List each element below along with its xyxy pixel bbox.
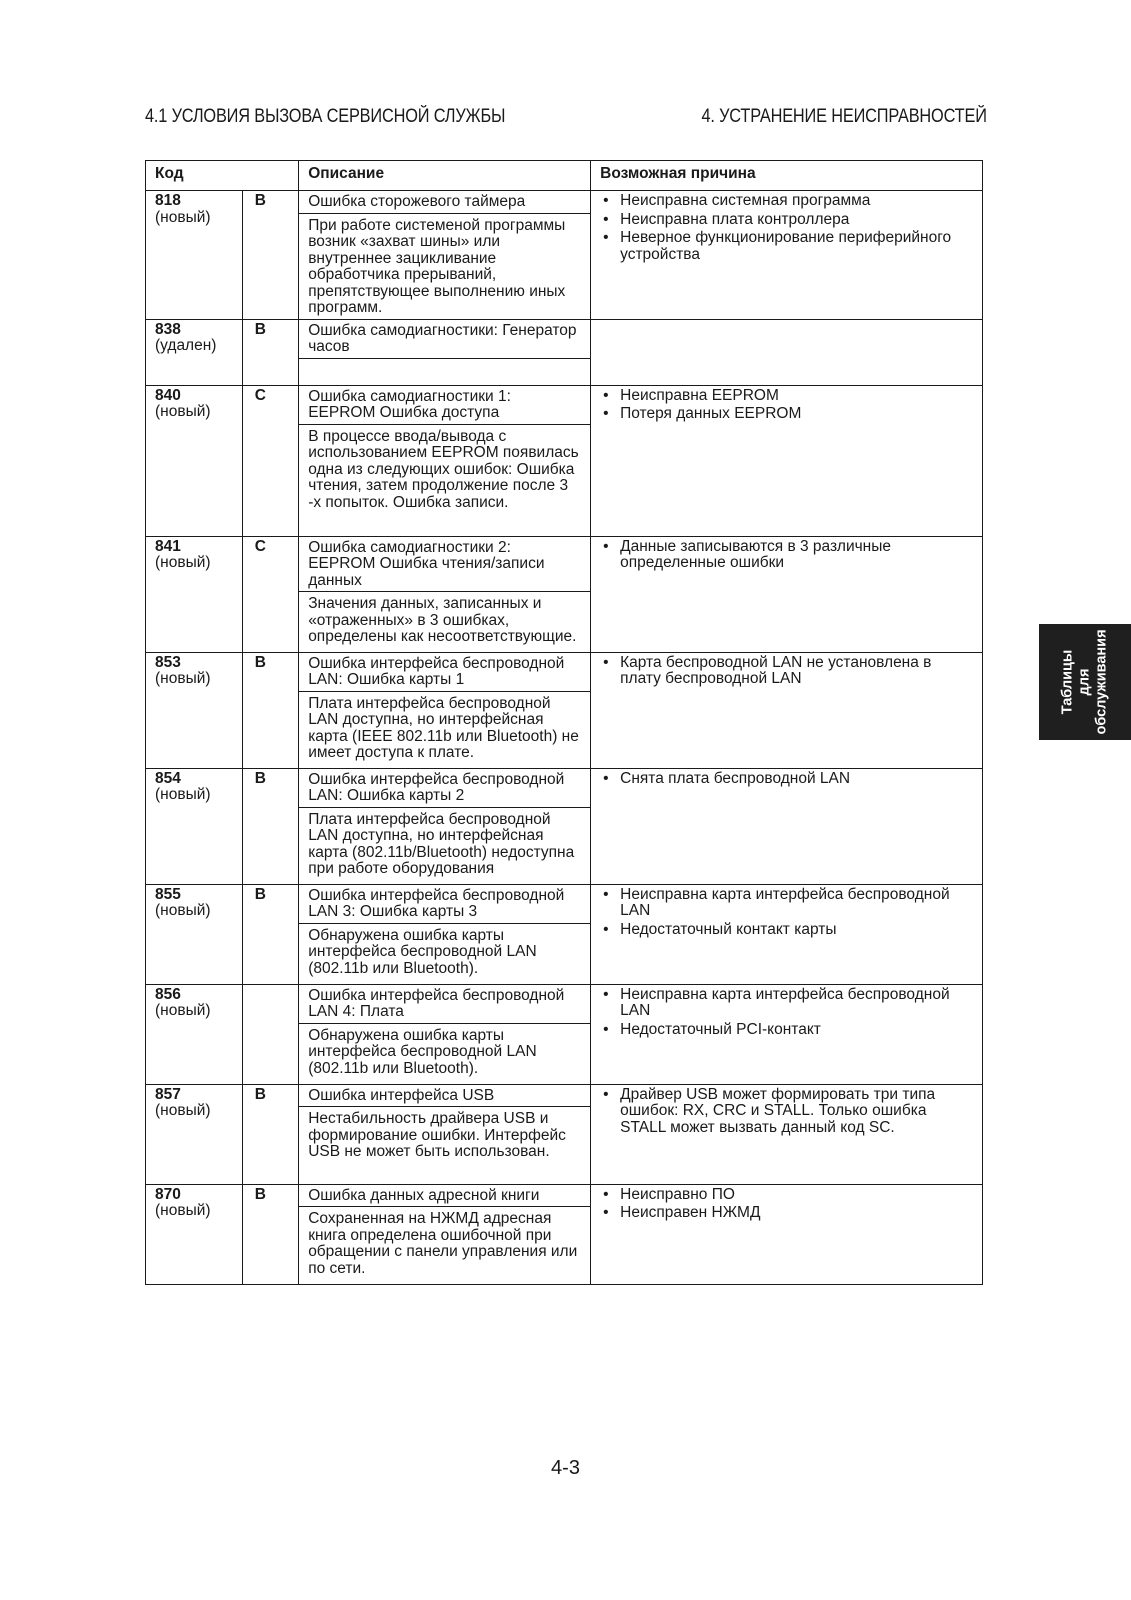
- cause-list-item: • Неисправна карта интерфейса беспроводной LAN: [600, 987, 974, 1020]
- sc-code-status: (новый): [155, 786, 211, 803]
- sc-cause-cell: [591, 768, 983, 884]
- cause-list: [600, 1087, 974, 1137]
- sc-description-detail: Сохраненная на НЖМД адресная книга определена ошибочной при обращении с панели управления или по сети.: [308, 1210, 578, 1277]
- cause-list-item: • Снята плата беспроводной LAN: [600, 771, 974, 788]
- sc-description-cell: [299, 191, 591, 320]
- page-number: 4-3: [551, 1457, 580, 1479]
- sc-description-title: Ошибка интерфейса беспроводной LAN: Ошибка карты 1: [299, 653, 590, 692]
- cause-list: [600, 987, 974, 1039]
- sc-level-cell: B: [242, 768, 299, 884]
- sc-level-cell: [242, 984, 299, 1084]
- side-tab-line: Таблицы: [1059, 649, 1076, 715]
- cause-list-item: • Недостаточный PCI-контакт: [600, 1022, 974, 1039]
- sc-code-number: 853: [155, 653, 181, 671]
- cause-list-item: • Драйвер USB может формировать три типа ошибок: RX, CRC и STALL. Только ошибка STALL может вызвать данный код SC.: [600, 1087, 974, 1137]
- table-header-row: [146, 161, 983, 191]
- table-row: [146, 319, 983, 385]
- sc-cause-cell: [591, 884, 983, 984]
- sc-description-detail: Обнаружена ошибка карты интерфейса беспроводной LAN (802.11b или Bluetooth).: [308, 1026, 537, 1077]
- sc-code-number: 841: [155, 537, 181, 555]
- table-row: [146, 884, 983, 984]
- side-tab-line: обслуживания: [1093, 629, 1110, 735]
- sc-cause-cell: [591, 652, 983, 768]
- sc-code-status: (новый): [155, 208, 211, 226]
- cause-list: [600, 771, 974, 788]
- table-row: [146, 984, 983, 1084]
- sc-description-cell: [299, 652, 591, 768]
- sc-level-cell: C: [242, 536, 299, 652]
- sc-description-cell: [299, 884, 591, 984]
- running-header-chapter: 4. УСТРАНЕНИЕ НЕИСПРАВНОСТЕЙ: [701, 106, 987, 127]
- sc-description-title: Ошибка интерфейса беспроводной LAN 3: Ошибка карты 3: [299, 885, 590, 924]
- cause-list-item: • Неисправна карта интерфейса беспроводной LAN: [600, 887, 974, 920]
- cause-list-item: • Неисправна плата контроллера: [600, 212, 974, 229]
- running-header-section: 4.1 УСЛОВИЯ ВЫЗОВА СЕРВИСНОЙ СЛУЖБЫ: [145, 106, 506, 127]
- sc-code-cell: [146, 884, 243, 984]
- service-call-table: [145, 160, 983, 1285]
- sc-code-cell: [146, 652, 243, 768]
- sc-description-cell: [299, 984, 591, 1084]
- sc-description-detail: При работе системеной программы возник «захват шины» или внутреннее зацикливание обработчика прерываний, препятствующее выполнению иных программ.: [308, 216, 566, 316]
- sc-description-detail: В процессе ввода/вывода с использованием EEPROM появилась одна из следующих ошибок: Ошибка чтения, затем продолжение после 3 -х попыток. Ошибка записи.: [308, 427, 579, 511]
- column-header-cause: Возможная причина: [591, 161, 983, 191]
- sc-level-cell: B: [242, 1184, 299, 1284]
- sc-code-cell: [146, 984, 243, 1084]
- cause-list-item: • Неисправен НЖМД: [600, 1205, 974, 1222]
- sc-code-status: (удален): [155, 337, 217, 354]
- cause-list-item: • Неисправна EEPROM: [600, 388, 974, 405]
- sc-code-number: 838: [155, 320, 181, 338]
- sc-code-cell: [146, 385, 243, 536]
- sc-code-status: (новый): [155, 902, 211, 919]
- sc-description-detail: Обнаружена ошибка карты интерфейса беспроводной LAN (802.11b или Bluetooth).: [308, 926, 537, 977]
- cause-list: [600, 539, 974, 572]
- sc-code-status: (новый): [155, 554, 211, 571]
- sc-level-cell: B: [242, 191, 299, 320]
- cause-list: [600, 388, 974, 423]
- sc-code-status: (новый): [155, 403, 211, 420]
- sc-code-number: 856: [155, 985, 181, 1003]
- table-row: [146, 1184, 983, 1284]
- column-header-code: Код: [146, 161, 299, 191]
- sc-description-detail: Нестабильность драйвера USB и формирование ошибки. Интерфейс USB не может быть использован.: [308, 1110, 566, 1160]
- sc-description-title: Ошибка самодиагностики 1: EEPROM Ошибка доступа: [299, 386, 590, 425]
- sc-code-number: 855: [155, 885, 181, 903]
- sc-level-cell: B: [242, 884, 299, 984]
- sc-cause-cell: [591, 319, 983, 385]
- sc-cause-cell: [591, 984, 983, 1084]
- sc-code-cell: [146, 1184, 243, 1284]
- cause-list-item: • Данные записываются в 3 различные определенные ошибки: [600, 539, 974, 572]
- cause-list: [600, 655, 974, 688]
- sc-code-number: 840: [155, 386, 181, 404]
- cause-list: [600, 193, 974, 263]
- sc-code-number: 854: [155, 769, 181, 787]
- sc-code-cell: [146, 536, 243, 652]
- sc-description-title: Ошибка данных адресной книги: [299, 1185, 590, 1208]
- sc-code-status: (новый): [155, 1102, 211, 1119]
- sc-description-cell: [299, 385, 591, 536]
- cause-list-item: • Недостаточный контакт карты: [600, 922, 974, 939]
- cause-list-item: • Неисправна системная программа: [600, 193, 974, 210]
- sc-description-cell: [299, 1184, 591, 1284]
- cause-list: [600, 887, 974, 939]
- sc-level-cell: B: [242, 319, 299, 385]
- sc-code-number: 857: [155, 1085, 181, 1103]
- column-header-description: Описание: [299, 161, 591, 191]
- sc-description-title: Ошибка интерфейса беспроводной LAN 4: Плата: [299, 985, 590, 1024]
- sc-code-status: (новый): [155, 670, 211, 687]
- sc-description-cell: [299, 319, 591, 385]
- sc-cause-cell: [591, 1184, 983, 1284]
- side-tab-line: для: [1076, 668, 1093, 696]
- sc-cause-cell: [591, 1084, 983, 1184]
- sc-cause-cell: [591, 385, 983, 536]
- sc-description-title: Ошибка интерфейса USB: [299, 1085, 590, 1108]
- sc-level-cell: C: [242, 385, 299, 536]
- sc-code-status: (новый): [155, 1202, 211, 1219]
- cause-list-item: • Потеря данных EEPROM: [600, 406, 974, 423]
- sc-code-status: (новый): [155, 1002, 211, 1019]
- sc-description-title: Ошибка самодиагностики 2: EEPROM Ошибка чтения/записи данных: [299, 537, 590, 593]
- sc-description-cell: [299, 1084, 591, 1184]
- sc-cause-cell: [591, 191, 983, 320]
- table-row: [146, 536, 983, 652]
- sc-code-cell: [146, 191, 243, 320]
- table-row: [146, 385, 983, 536]
- sc-description-detail: Плата интерфейса беспроводной LAN доступна, но интерфейсная карта (802.11b/Bluetooth) недоступна при работе оборудования: [308, 810, 575, 877]
- sc-level-cell: B: [242, 1084, 299, 1184]
- cause-list-item: • Неверное функционирование периферийного устройства: [600, 230, 974, 263]
- table-row: [146, 1084, 983, 1184]
- sc-code-cell: [146, 1084, 243, 1184]
- sc-description-cell: [299, 536, 591, 652]
- table-row: [146, 768, 983, 884]
- sc-description-cell: [299, 768, 591, 884]
- sc-description-detail: Плата интерфейса беспроводной LAN доступна, но интерфейсная карта (IEEE 802.11b или Bluetooth) не имеет доступа к плате.: [308, 694, 579, 761]
- sc-cause-cell: [591, 536, 983, 652]
- sc-code-number: 818: [155, 192, 181, 209]
- section-side-tab: [1039, 624, 1131, 740]
- sc-code-number: 870: [155, 1185, 181, 1203]
- sc-level-cell: B: [242, 652, 299, 768]
- cause-list: [600, 1187, 974, 1222]
- sc-description-title: Ошибка самодиагностики: Генератор часов: [299, 320, 590, 359]
- sc-code-cell: [146, 768, 243, 884]
- cause-list-item: • Неисправно ПО: [600, 1187, 974, 1204]
- table-row: [146, 191, 983, 320]
- sc-code-cell: [146, 319, 243, 385]
- sc-description-title: Ошибка сторожевого таймера: [299, 191, 590, 214]
- cause-list-item: • Карта беспроводной LAN не установлена в плату беспроводной LAN: [600, 655, 974, 688]
- sc-description-detail: Значения данных, записанных и «отраженных» в 3 ошибках, определены как несоответствующие.: [308, 595, 577, 645]
- table-row: [146, 652, 983, 768]
- sc-description-title: Ошибка интерфейса беспроводной LAN: Ошибка карты 2: [299, 769, 590, 808]
- sc-description-detail: [299, 359, 590, 365]
